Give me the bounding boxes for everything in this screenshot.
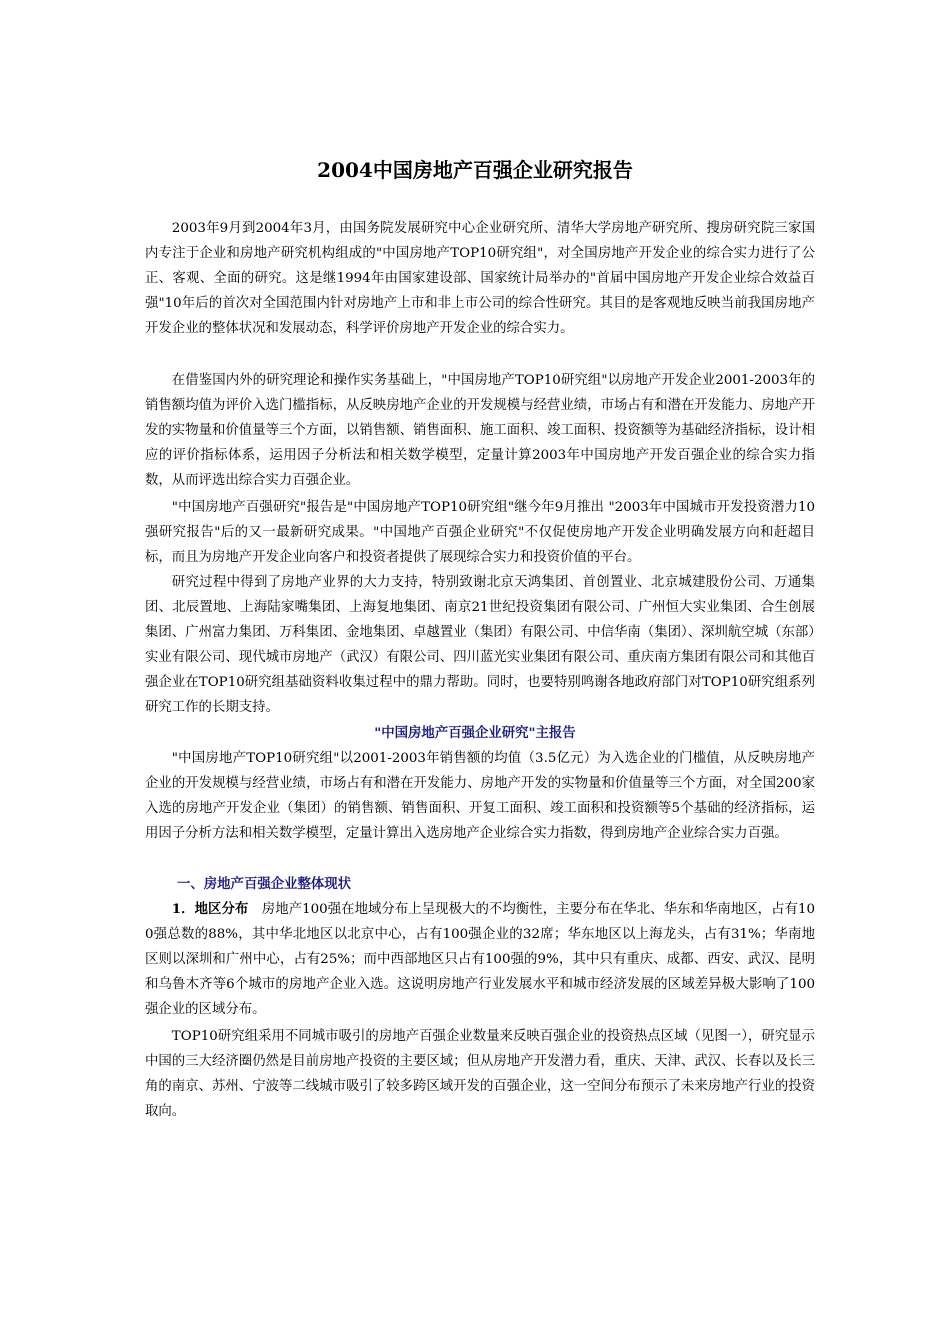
paragraph-methodology: 在借鉴国内外的研究理论和操作实务基础上，"中国房地产TOP10研究组"以房地产开发企业2001-2003年的销售额均值为评价入选门槛指标，从反映房地产企业的开发规模与经营业绩，市场占有和潜在开发能力、房地产开发的实物量和价值量等三个方面，以销售额、销售面积、施工面积、竣工面积、投资额等为基础经济指标，设计相应的评价指标体系，运用因子分析法和相关数学模型，定量计算2003年中国房地产开发百强企业的综合实力指数，从而评选出综合实力百强企业。 [145, 373, 815, 488]
paragraph-intro: 2003年9月到2004年3月，由国务院发展研究中心企业研究所、清华大学房地产研究所、搜房研究院三家国内专注于企业和房地产研究机构组成的"中国房地产TOP10研究组"，对全国房地产开发企业的综合实力进行了公正、客观、全面的研究。这是继1994年由国家建设部、国家统计局举办的"首届中国房地产开发企业综合效益百强"10年后的首次对全国范围内针对房地产上市和非上市公司的综合性研究。其目的是客观地反映当前我国房地产开发企业的整体状况和发展动态，科学评价房地产开发企业的综合实力。 [145, 221, 815, 336]
document-title: 2004中国房地产百强企业研究报告 [317, 158, 633, 182]
paragraph-report-background: "中国房地产百强研究"报告是"中国房地产TOP10研究组"继今年9月推出 "2003年中国城市开发投资潜力10强研究报告"后的又一最新研究成果。"中国地产百强企业研究"不仅促使房地产开发企业明确发展方向和赶超目标，而且为房地产开发企业向客户和投资者提供了展现综合实力和投资价值的平台。 [145, 500, 815, 565]
paragraph-investment-hotspots: TOP10研究组采用不同城市吸引的房地产百强企业数量来反映百强企业的投资热点区域（见图一），研究显示中国的三大经济圈仍然是目前房地产投资的主要区域；但从房地产开发潜力看，重庆、天津、武汉、长春以及长三角的南京、苏州、宁波等二线城市吸引了较多跨区域开发的百强企业，这一空间分布预示了未来房地产行业的投资取向。 [145, 1029, 815, 1119]
paragraph-regional-distribution [145, 897, 815, 1022]
regional-distribution-lead: 1．地区分布 [171, 901, 249, 917]
paragraph-main-report: "中国房地产TOP10研究组"以2001-2003年销售额的均值（3.5亿元）为入选企业的门槛值，从反映房地产企业的开发规模与经营业绩，市场占有和潜在开发能力、房地产开发的实物量和价值量等三个方面，对全国200家入选的房地产开发企业（集团）的销售额、销售面积、开复工面积、竣工面积和投资额等5个基础的经济指标，运用因子分析方法和相关数学模型，定量计算出入选房地产企业综合实力指数，得到房地产企业综合实力百强。 [145, 751, 815, 841]
main-report-subheading: "中国房地产百强企业研究"主报告 [374, 725, 576, 741]
regional-distribution-text: 房地产100强在地域分布上呈现极大的不均衡性，主要分布在华北、华东和华南地区，占有100强总数的88%，其中华北地区以北京中心，占有100强企业的32席；华东地区以上海龙头，占有31%；华南地区则以深圳和广州中心，占有25%；而中西部地区只占有100强的9%，其中只有重庆、成都、西安、武汉、昆明和乌鲁木齐等6个城市的房地产企业入选。这说明房地产行业发展水平和城市经济发展的区域差异极大影响了100强企业的区域分布。 [145, 902, 815, 1017]
section-heading-overall-status: 一、房地产百强企业整体现状 [177, 876, 352, 892]
paragraph-acknowledgements: 研究过程中得到了房地产业界的大力支持，特别致谢北京天鸿集团、首创置业、北京城建股份公司、万通集团、北辰置地、上海陆家嘴集团、上海复地集团、南京21世纪投资集团有限公司、广州恒大实业集团、合生创展集团、广州富力集团、万科集团、金地集团、卓越置业（集团）有限公司、中信华南（集团）、深圳航空城（东部）实业有限公司、现代城市房地产（武汉）有限公司、四川蓝光实业集团有限公司、重庆南方集团有限公司和其他百强企业在TOP10研究组基础资料收集过程中的鼎力帮助。同时，也要特别鸣谢各地政府部门对TOP10研究组系列研究工作的长期支持。 [145, 575, 815, 715]
